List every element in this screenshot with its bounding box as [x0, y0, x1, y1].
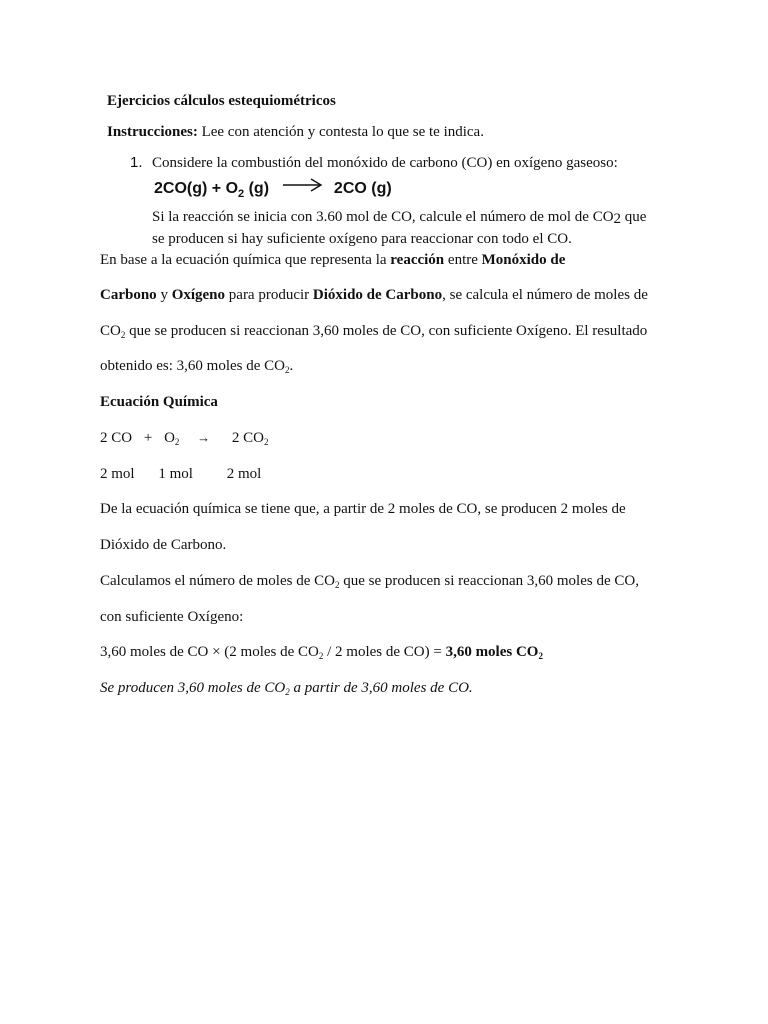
title-text: Ejercicios cálculos estequiométricos: [107, 93, 336, 109]
problem-question-line-1: [152, 208, 646, 228]
question-text-a: Si la reacción se inicia con 3.60 mol de CO, calcule el número de mol de CO: [152, 209, 614, 225]
text-run: y: [156, 287, 172, 303]
subscript: 2: [174, 437, 180, 447]
answer-paragraph-line-6: Dióxido de Carbono.: [100, 537, 227, 553]
question-subscript: 2: [613, 211, 622, 227]
reaction-arrow-icon: [283, 178, 323, 192]
document-title: [107, 92, 336, 110]
subscript: 2: [318, 651, 324, 661]
problem-number: 1.: [130, 154, 143, 171]
answer-paragraph-line-2: [100, 286, 648, 304]
equation-reactant-o: O: [164, 430, 175, 446]
chemical-equation-line: [100, 429, 269, 451]
subscript: 2: [284, 365, 290, 375]
text-run: .: [289, 358, 294, 374]
reaction-right: 2CO (g): [333, 180, 392, 197]
bold-dioxido: Dióxido de Carbono: [312, 287, 443, 303]
answer-paragraph-line-4: [100, 357, 293, 379]
text-run: , se calcula el número de moles de: [442, 287, 648, 303]
moles-co: 2 mol: [100, 466, 135, 482]
equation-heading: Ecuación Química: [100, 394, 218, 410]
instructions-line: [107, 123, 484, 141]
reaction-o2-subscript: 2: [238, 188, 245, 200]
equation-arrow-icon: →: [197, 430, 211, 445]
subscript: 2: [264, 437, 269, 447]
instructions-text: Lee con atención y contesta lo que se te indica.: [197, 124, 484, 140]
text-run: para producir: [225, 287, 313, 303]
text-run: Se producen 3,60 moles de CO: [100, 680, 286, 696]
moles-co2: 2 mol: [226, 466, 262, 482]
text-run: CO: [100, 323, 121, 339]
text-run: a partir de 3,60 moles de CO.: [289, 680, 473, 696]
calculation-line: [100, 643, 543, 665]
question-text-a-end: que: [621, 209, 647, 225]
conclusion-line: [100, 679, 473, 701]
text-run: obtenido es: 3,60 moles de CO: [100, 358, 285, 374]
equation-product-co2: 2 CO: [231, 430, 264, 446]
text-run: 3,60 moles de CO × (2 moles de CO: [100, 644, 319, 660]
reaction-o2-state: (g): [244, 180, 270, 197]
text-run: entre: [444, 252, 482, 268]
instructions-label: Instrucciones:: [107, 124, 198, 140]
answer-paragraph-line-7: [100, 572, 639, 594]
answer-paragraph-line-5: De la ecuación química se tiene que, a partir de 2 moles de CO, se producen 2 moles de: [100, 501, 626, 517]
moles-o2: 1 mol: [158, 466, 193, 482]
text-run: que se producen si reaccionan 3,60 moles de CO,: [339, 573, 639, 589]
subscript: 2: [120, 330, 126, 340]
text-run: En base a la ecuación química que representa la: [100, 252, 391, 268]
equation-reactant-co: 2 CO: [100, 430, 133, 446]
problem-question-line-2: se producen si hay suficiente oxígeno para reaccionar con todo el CO.: [152, 231, 572, 247]
answer-paragraph-line-8: con suficiente Oxígeno:: [100, 609, 244, 625]
text-run: Calculamos el número de moles de CO: [100, 573, 335, 589]
moles-line: [100, 465, 261, 483]
reaction-equation-image: [154, 178, 392, 205]
subscript: 2: [538, 651, 543, 661]
bold-reaccion: reacción: [390, 252, 445, 268]
problem-statement: Considere la combustión del monóxido de carbono (CO) en oxígeno gaseoso:: [152, 155, 618, 171]
calculation-result: 3,60 moles CO: [445, 644, 539, 660]
equation-plus: +: [143, 430, 153, 446]
reaction-left: 2CO(g) + O: [154, 180, 239, 197]
bold-monoxido: Monóxido de: [481, 252, 566, 268]
subscript: 2: [334, 580, 340, 590]
answer-paragraph-line-1: [100, 251, 565, 269]
answer-paragraph-line-3: [100, 322, 647, 344]
bold-oxigeno: Oxígeno: [171, 287, 226, 303]
subscript: 2: [285, 687, 290, 697]
text-run: que se producen si reaccionan 3,60 moles de CO, con suficiente Oxígeno. El resultado: [125, 323, 648, 339]
bold-carbono: Carbono: [100, 287, 157, 303]
text-run: / 2 moles de CO) =: [323, 644, 446, 660]
